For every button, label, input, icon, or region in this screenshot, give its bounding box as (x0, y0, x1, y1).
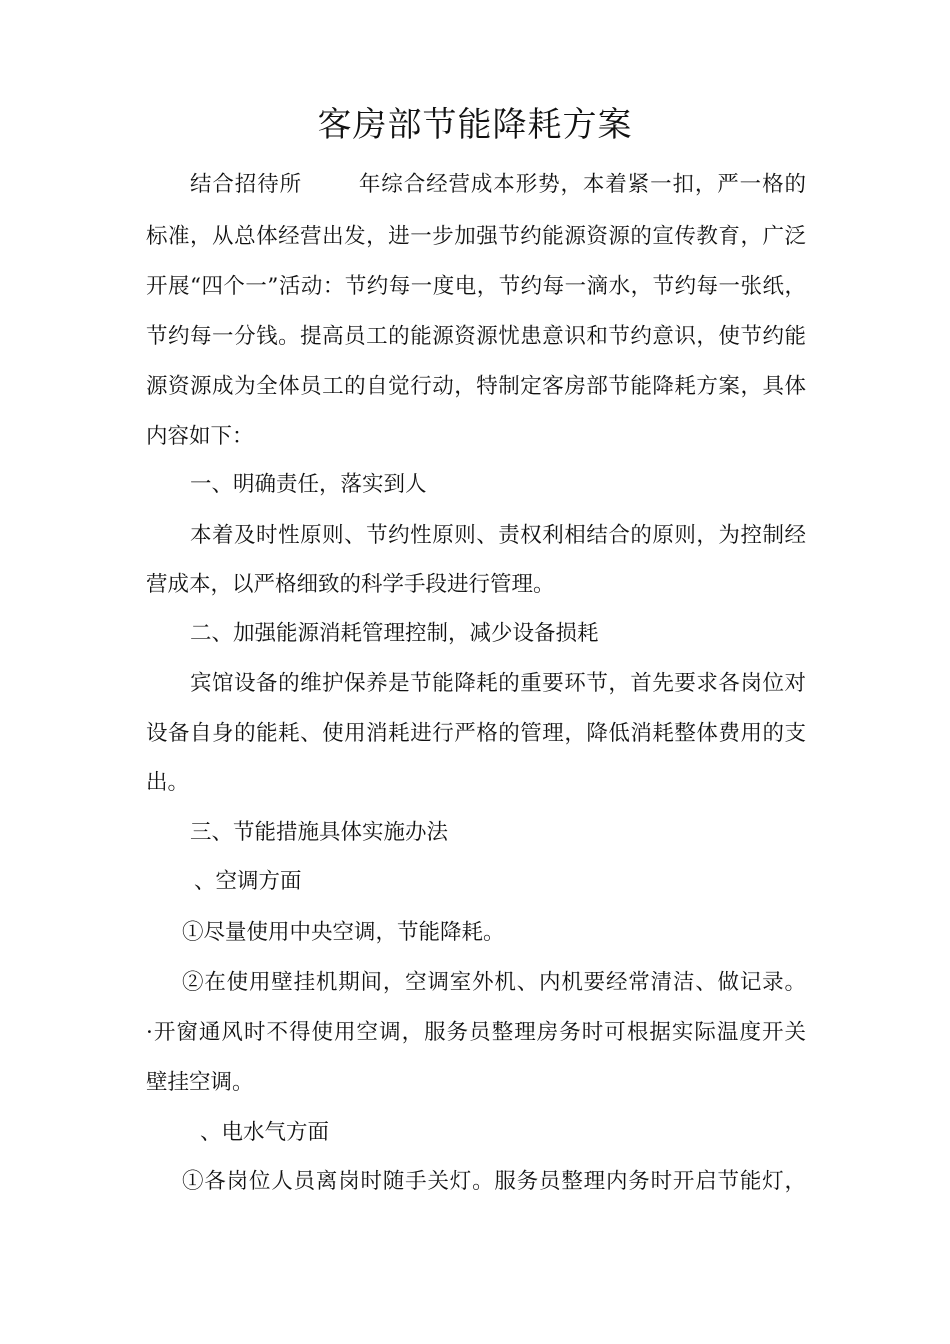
intro-text-start: 结合招待所 (190, 172, 302, 197)
section-1-paragraph-line: 营成本，以严格细致的科学手段进行管理。 (146, 572, 555, 597)
aircon-item-3-line: ·开窗通风时不得使用空调，服务员整理房务时可根据实际温度开关 (146, 1020, 806, 1045)
intro-paragraph-line: 标准，从总体经营出发，进一步加强节约能源资源的宣传教育，广泛 (146, 224, 806, 249)
section-heading-2: 二、加强能源消耗管理控制，减少设备损耗 (190, 621, 599, 646)
section-2-paragraph-line: 出。 (146, 770, 190, 795)
aircon-item-2: ②在使用壁挂机期间，空调室外机、内机要经常清洁、做记录。 (182, 970, 806, 995)
utilities-item-1: ①各岗位人员离岗时随手关灯。服务员整理内务时开启节能灯， (182, 1169, 806, 1194)
document-title: 客房部节能降耗方案 (317, 105, 633, 145)
aircon-item-1: ①尽量使用中央空调，节能降耗。 (182, 920, 505, 945)
intro-paragraph-line: 源资源成为全体员工的自觉行动，特制定客房部节能降耗方案，具体 (146, 374, 806, 399)
intro-paragraph-line: 内容如下： (146, 424, 254, 449)
intro-paragraph-line: 开展“四个一”活动：节约每一度电，节约每一滴水，节约每一张纸， (146, 274, 806, 299)
section-1-paragraph-line: 本着及时性原则、节约性原则、责权利相结合的原则，为控制经 (190, 523, 806, 548)
intro-paragraph-line (146, 170, 806, 200)
intro-text-rest: 年综合经营成本形势，本着紧一扣，严一格的 (358, 172, 806, 197)
section-heading-1: 一、明确责任，落实到人 (190, 472, 427, 497)
subsection-heading-utilities: 、电水气方面 (200, 1120, 330, 1145)
section-heading-3: 三、节能措施具体实施办法 (190, 820, 449, 845)
section-2-paragraph-line: 设备自身的能耗、使用消耗进行严格的管理，降低消耗整体费用的支 (146, 721, 806, 746)
section-2-paragraph-line: 宾馆设备的维护保养是节能降耗的重要环节，首先要求各岗位对 (190, 671, 806, 696)
aircon-item-3-line: 壁挂空调。 (146, 1070, 254, 1095)
intro-paragraph-line: 节约每一分钱。提高员工的能源资源忧患意识和节约意识，使节约能 (146, 324, 806, 349)
subsection-heading-aircon: 、空调方面 (194, 869, 302, 894)
